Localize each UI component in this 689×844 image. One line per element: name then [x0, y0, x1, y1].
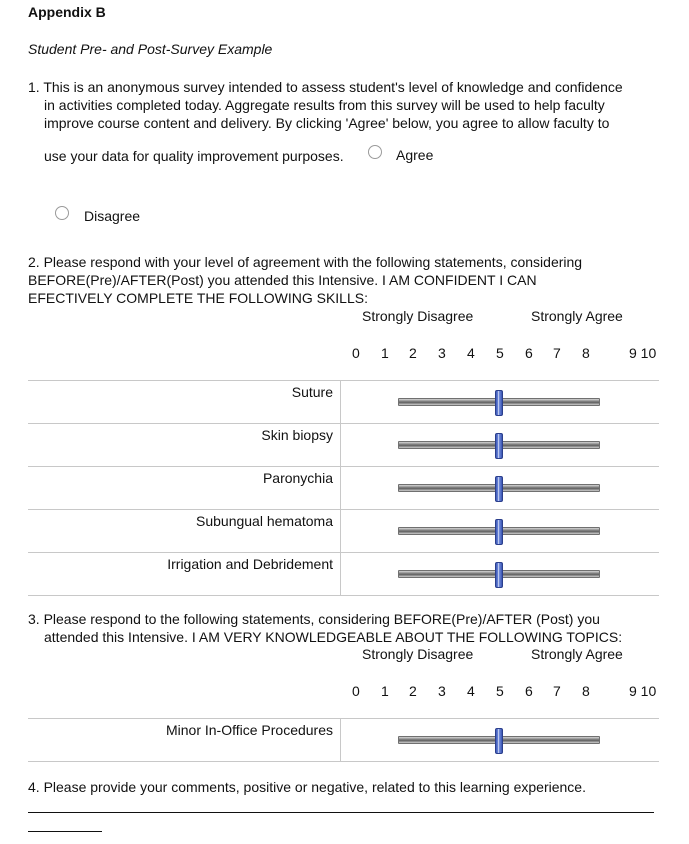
- q3-tick: 7: [553, 683, 561, 699]
- q3-scale-low-label: Strongly Disagree: [362, 646, 474, 662]
- agree-label[interactable]: Agree: [396, 147, 434, 163]
- topic-slider[interactable]: [398, 736, 600, 744]
- q2-skills-table: [28, 380, 659, 596]
- q2-line-3: EFECTIVELY COMPLETE THE FOLLOWING SKILLS:: [28, 290, 368, 306]
- appendix-heading: Appendix B: [28, 4, 106, 20]
- q3-line-1: 3. Please respond to the following statements, considering BEFORE(Pre)/AFTER (Post) you: [28, 611, 600, 627]
- skill-slider[interactable]: [398, 527, 600, 535]
- table-row: [28, 423, 659, 466]
- comment-line[interactable]: [28, 831, 102, 832]
- q2-tick: 2: [409, 345, 417, 361]
- slider-thumb[interactable]: [495, 433, 503, 459]
- q3-line-2: attended this Intensive. I AM VERY KNOWLEDGEABLE ABOUT THE FOLLOWING TOPICS:: [44, 629, 623, 645]
- disagree-radio[interactable]: [55, 206, 69, 220]
- skill-label: Irrigation and Debridement: [167, 556, 333, 572]
- survey-subheading: Student Pre- and Post-Survey Example: [28, 41, 273, 57]
- skill-slider[interactable]: [398, 441, 600, 449]
- topic-label: Minor In-Office Procedures: [165, 722, 333, 738]
- q2-scale-ticks: [0, 345, 689, 363]
- q2-tick: 9 10: [629, 345, 657, 361]
- skill-slider[interactable]: [398, 398, 600, 406]
- q3-tick: 6: [525, 683, 533, 699]
- q3-tick: 4: [467, 683, 475, 699]
- q4-prompt: 4. Please provide your comments, positive or negative, related to this learning experience.: [28, 779, 586, 795]
- q3-tick: 3: [438, 683, 446, 699]
- q2-scale-high-label: Strongly Agree: [531, 308, 623, 324]
- q3-scale-ticks: [0, 683, 689, 701]
- q3-tick: 5: [496, 683, 504, 699]
- q2-tick: 3: [438, 345, 446, 361]
- q2-line-2: BEFORE(Pre)/AFTER(Post) you attended this Intensive. I AM CONFIDENT I CAN: [28, 272, 537, 288]
- skill-label: Paronychia: [262, 470, 333, 486]
- table-row: [28, 552, 659, 596]
- q1-line-2: in activities completed today. Aggregate results from this survey will be used to help faculty: [44, 97, 605, 113]
- slider-thumb[interactable]: [495, 562, 503, 588]
- q2-tick: 0: [352, 345, 360, 361]
- q1-line-4: use your data for quality improvement purposes.: [44, 148, 344, 164]
- skill-label: Suture: [291, 384, 333, 400]
- slider-thumb[interactable]: [495, 519, 503, 545]
- q3-topics-table: [28, 718, 659, 762]
- table-row: [28, 718, 659, 762]
- slider-thumb[interactable]: [495, 390, 503, 416]
- q2-tick: 1: [381, 345, 389, 361]
- q3-tick: 1: [381, 683, 389, 699]
- table-row: [28, 509, 659, 552]
- agree-radio[interactable]: [368, 145, 382, 159]
- q2-tick: 8: [582, 345, 590, 361]
- q2-scale-low-label: Strongly Disagree: [362, 308, 474, 324]
- q2-tick: 6: [525, 345, 533, 361]
- q3-scale-high-label: Strongly Agree: [531, 646, 623, 662]
- q3-tick: 9 10: [629, 683, 657, 699]
- q3-tick: 2: [409, 683, 417, 699]
- slider-thumb[interactable]: [495, 476, 503, 502]
- q3-tick: 0: [352, 683, 360, 699]
- comment-line[interactable]: [28, 812, 654, 813]
- skill-slider[interactable]: [398, 570, 600, 578]
- q2-line-1: 2. Please respond with your level of agreement with the following statements, considering: [28, 254, 583, 270]
- disagree-label[interactable]: Disagree: [84, 208, 141, 224]
- q2-tick: 5: [496, 345, 504, 361]
- skill-slider[interactable]: [398, 484, 600, 492]
- skill-label: Skin biopsy: [261, 427, 333, 443]
- table-row: [28, 466, 659, 509]
- q1-line-3: improve course content and delivery. By clicking 'Agree' below, you agree to allow faculty to: [44, 115, 610, 131]
- q2-tick: 4: [467, 345, 475, 361]
- q2-tick: 7: [553, 345, 561, 361]
- q1-line-1: 1. This is an anonymous survey intended to assess student's level of knowledge and confidence: [28, 79, 623, 95]
- q3-tick: 8: [582, 683, 590, 699]
- slider-thumb[interactable]: [495, 728, 503, 754]
- skill-label: Subungual hematoma: [196, 513, 333, 529]
- table-row: [28, 380, 659, 423]
